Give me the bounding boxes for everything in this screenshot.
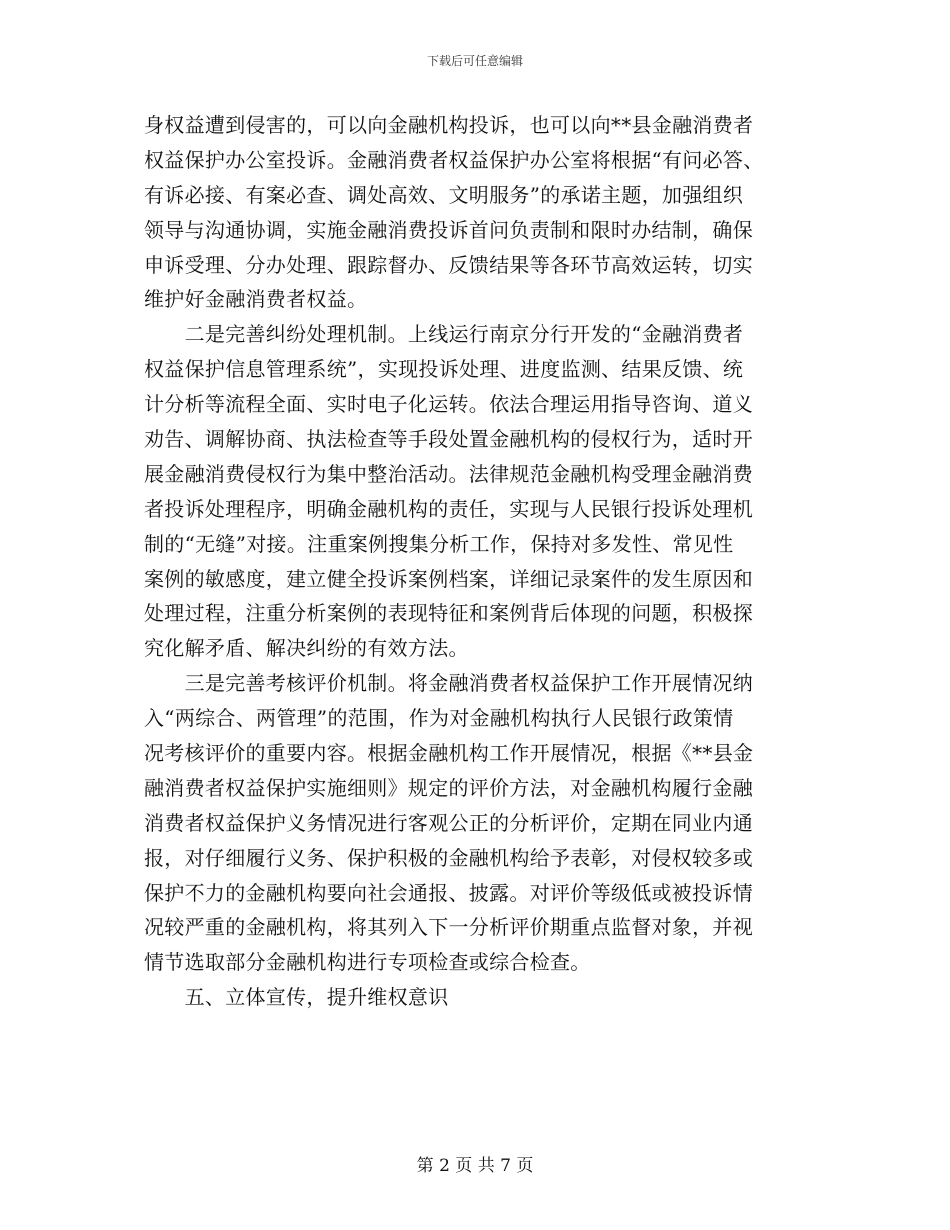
text-line: 况较严重的金融机构，将其列入下一分析评价期重点监督对象，并视: [144, 915, 753, 940]
text-line: 融消费者权益保护实施细则》规定的评价方法，对金融机构履行金融: [144, 775, 753, 800]
page-number-footer: 第 2 页 共 7 页: [416, 1156, 534, 1176]
text-line: 情节选取部分金融机构进行专项检查或综合检查。: [144, 950, 591, 975]
text-line: 有诉必接、有案必查、调处高效、文明服务”的承诺主题，加强组织: [144, 182, 744, 207]
text-line: 究化解矛盾、解决纠纷的有效方法。: [144, 636, 469, 661]
text-line: 权益保护信息管理系统”，实现投诉处理、进度监测、结果反馈、统: [144, 357, 744, 382]
text-line: 身权益遭到侵害的，可以向金融机构投诉，也可以向**县金融消费者: [144, 113, 754, 137]
text-line: 申诉受理、分办处理、跟踪督办、反馈结果等各环节高效运转，切实: [144, 252, 753, 277]
text-line: 计分析等流程全面、实时电子化运转。依法合理运用指导咨询、道义: [144, 392, 753, 417]
text-line: 展金融消费侵权行为集中整治活动。法律规范金融机构受理金融消费: [144, 461, 753, 486]
document-body: [144, 108, 824, 1015]
section-heading: 五、立体宣传，提升维权意识: [144, 985, 449, 1010]
text-line: 入“两综合、两管理”的范围，作为对金融机构执行人民银行政策情: [144, 706, 734, 731]
text-line: 保护不力的金融机构要向社会通报、披露。对评价等级低或被投诉情: [144, 880, 753, 905]
text-line: 领导与沟通协调，实施金融消费投诉首问负责制和限时办结制，确保: [144, 217, 753, 242]
text-line: 者投诉处理程序，明确金融机构的责任，实现与人民银行投诉处理机: [144, 496, 753, 521]
text-line: 三是完善考核评价机制。将金融消费者权益保护工作开展情况纳: [144, 671, 753, 696]
text-line: 消费者权益保护义务情况进行客观公正的分析评价，定期在同业内通: [144, 810, 753, 835]
page-header: 下载后可任意编辑: [426, 54, 523, 68]
text-line: 报，对仔细履行义务、保护积极的金融机构给予表彰，对侵权较多或: [144, 845, 753, 870]
text-line: 劝告、调解协商、执法检查等手段处置金融机构的侵权行为，适时开: [144, 427, 753, 452]
text-line: 制的“无缝”对接。注重案例搜集分析工作，保持对多发性、常见性: [144, 531, 734, 556]
text-line: 二是完善纠纷处理机制。上线运行南京分行开发的“金融消费者: [144, 322, 744, 347]
text-line: 处理过程，注重分析案例的表现特征和案例背后体现的问题，积极探: [144, 601, 753, 626]
text-line: 权益保护办公室投诉。金融消费者权益保护办公室将根据“有问必答、: [144, 147, 764, 172]
text-line: 案例的敏感度，建立健全投诉案例档案，详细记录案件的发生原因和: [144, 566, 753, 591]
text-line: 况考核评价的重要内容。根据金融机构工作开展情况，根据《**县金: [144, 741, 754, 766]
text-line: 维护好金融消费者权益。: [144, 287, 368, 312]
